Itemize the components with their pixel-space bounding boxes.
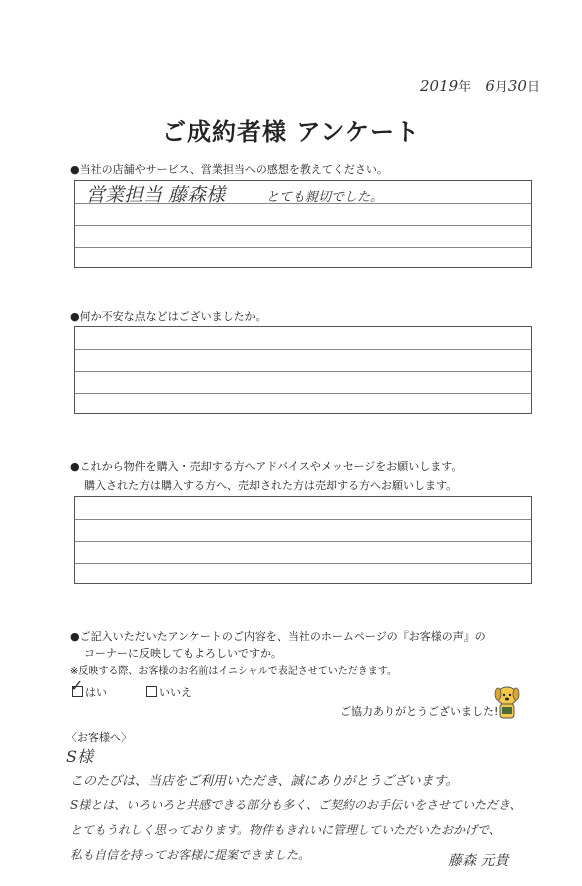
rule-line [75,519,531,520]
question-3-answer-box[interactable] [74,496,532,584]
consent-line-1: ●ご記入いただいたアンケートのご内容を、当社のホームページの『お客様の声』の [70,630,486,643]
reply-line-2: S様とは、いろいろと共感できる部分も多く、ご契約のお手伝いをさせていただき、 [70,798,522,812]
reply-line-3: とてもうれしく思っております。物件もきれいに管理していただいたおかげで、 [70,823,501,837]
rule-line [75,225,531,226]
no-checkbox[interactable] [146,686,157,697]
consent-line-2: コーナーに反映してもよろしいですか。 [84,647,282,660]
date-month: 6 [485,77,495,95]
reply-header: 〈お客様へ〉 [66,731,132,744]
no-label: いいえ [159,686,192,699]
reply-signature: 藤森 元貴 [448,853,509,869]
question-2-label: ●何か不安な点などはございましたか。 [70,310,267,323]
date-year: 2019 [419,77,459,95]
reply-line-4: 私も自信を持ってお客様に提案できました。 [70,848,311,862]
question-1-answer-name: 営業担当 藤森様 [86,184,226,206]
rule-line [75,247,531,248]
rule-line [75,563,531,564]
reply-line-1: このたびは、当店をご利用いただき、誠にありがとうございます。 [70,774,459,789]
question-1-answer-text: とても親切でした。 [266,190,384,205]
date-day: 30 [507,77,527,95]
thanks-text: ご協力ありがとうございました! [340,705,499,718]
rule-line [75,349,531,350]
date-month-unit: 月 [494,80,508,95]
dog-mascot-icon [486,680,528,722]
question-2-answer-box[interactable] [74,326,532,414]
consent-note: ※反映する際、お客様のお名前はイニシャルで表記させていただきます。 [70,666,397,677]
rule-line [75,371,531,372]
date-year-unit: 年 [458,80,472,95]
date [420,76,540,95]
yes-label: はい [85,686,107,699]
check-mark-icon: ✓ [70,676,84,695]
rule-line [75,393,531,394]
consent-no-option[interactable] [146,684,192,700]
reply-greeting: S様 [66,747,93,766]
date-day-unit: 日 [526,80,540,95]
question-3-sublabel: 購入された方は購入する方へ、売却された方は売却する方へお願いします。 [84,479,458,492]
question-3-label: ●これから物件を購入・売却する方へアドバイスやメッセージをお願いします。 [70,460,463,473]
rule-line [75,541,531,542]
page-title: ご成約者様 アンケート [162,118,420,146]
question-1-label: ●当社の店舗やサービス、営業担当への感想を教えてください。 [70,163,388,176]
